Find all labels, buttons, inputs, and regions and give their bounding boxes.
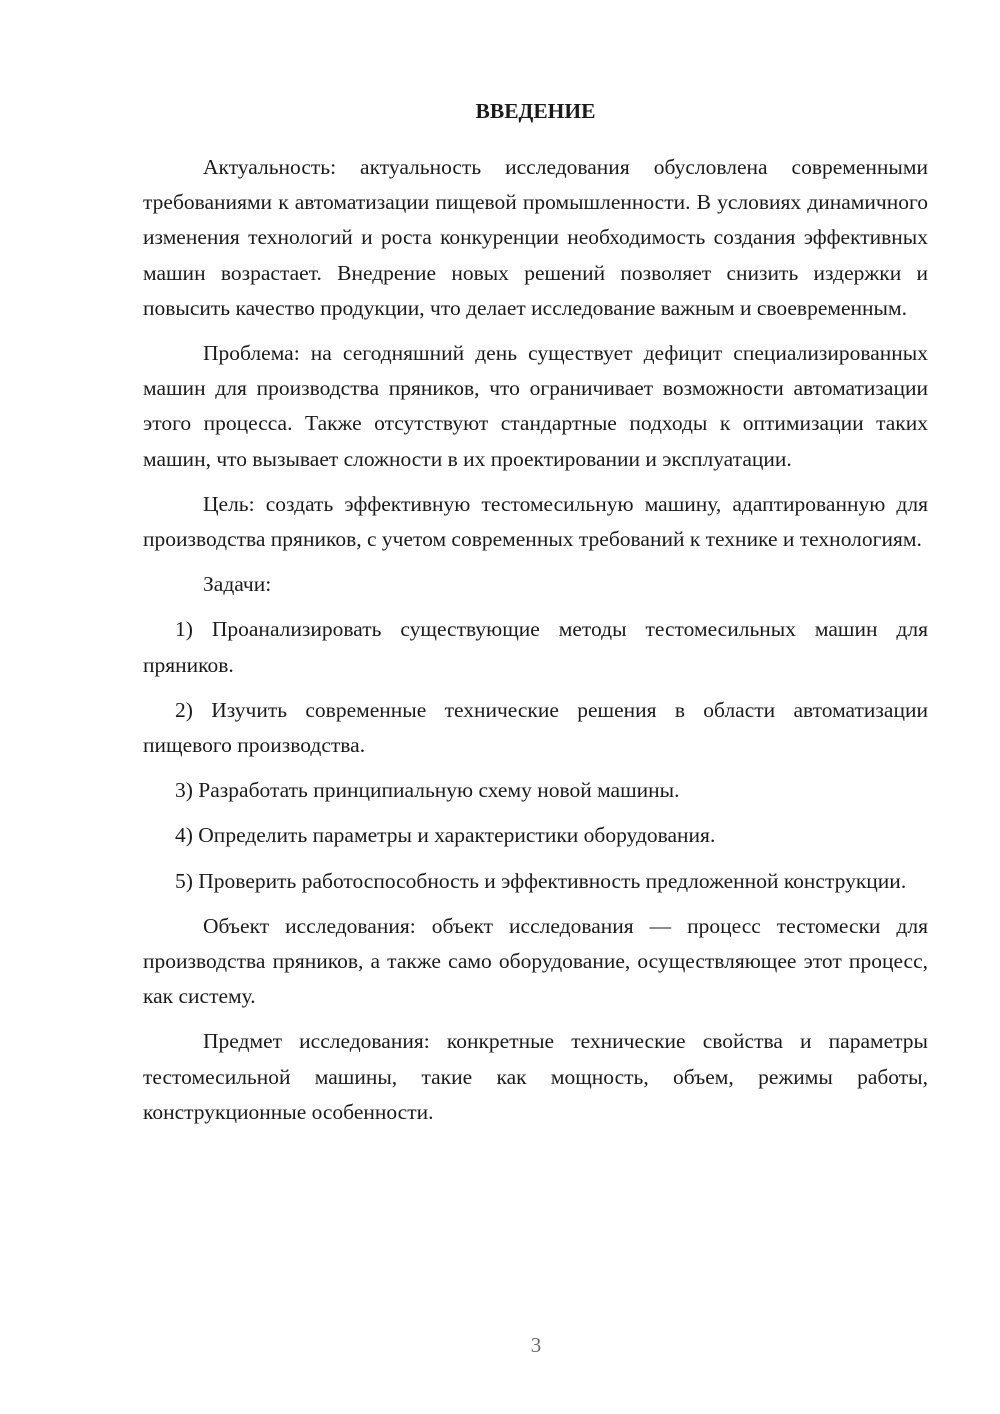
document-page xyxy=(143,92,928,1140)
page-number: 3 xyxy=(530,1333,542,1357)
subject-paragraph: Предмет исследования: конкретные технические свойства и параметры тестомесильной машины, такие как мощность, объем, режимы работы, конструкционные особенности. xyxy=(143,1029,928,1124)
task-item: 3) Разработать принципиальную схему новой машины. xyxy=(175,778,680,803)
task-item: 2) Изучить современные технические решения в области автоматизации пищевого производства. xyxy=(143,697,928,758)
relevance-paragraph: Актуальность: актуальность исследования обусловлена современными требованиями к автоматизации пищевой промышленности. В условиях динамичного изменения технологий и роста конкуренции необходимость создания эффективных машин возрастает. Внедрение новых решений позволяет снизить издержки и повысить качество продукции, что делает исследование важным и своевременным. xyxy=(143,155,928,320)
task-item: 5) Проверить работоспособность и эффективность предложенной конструкции. xyxy=(175,868,907,893)
tasks-heading: Задачи: xyxy=(203,572,272,597)
problem-paragraph: Проблема: на сегодняшний день существует дефицит специализированных машин для производства пряников, что ограничивает возможности автоматизации этого процесса. Также отсутствуют стандартные подходы к оптимизации таких машин, что вызывает сложности в их проектировании и эксплуатации. xyxy=(143,341,928,471)
task-item: 1) Проанализировать существующие методы тестомесильных машин для пряников. xyxy=(143,617,928,677)
object-paragraph: Объект исследования: объект исследования — процесс тестомески для производства пряников, а также само оборудование, осуществляющее этот процесс, как систему. xyxy=(143,913,928,1009)
goal-paragraph: Цель: создать эффективную тестомесильную машину, адаптированную для производства пряников, с учетом современных требований к технике и технологиям. xyxy=(143,491,928,552)
page-title: ВВЕДЕНИЕ xyxy=(475,99,596,123)
task-item: 4) Определить параметры и характеристики оборудования. xyxy=(175,823,716,848)
